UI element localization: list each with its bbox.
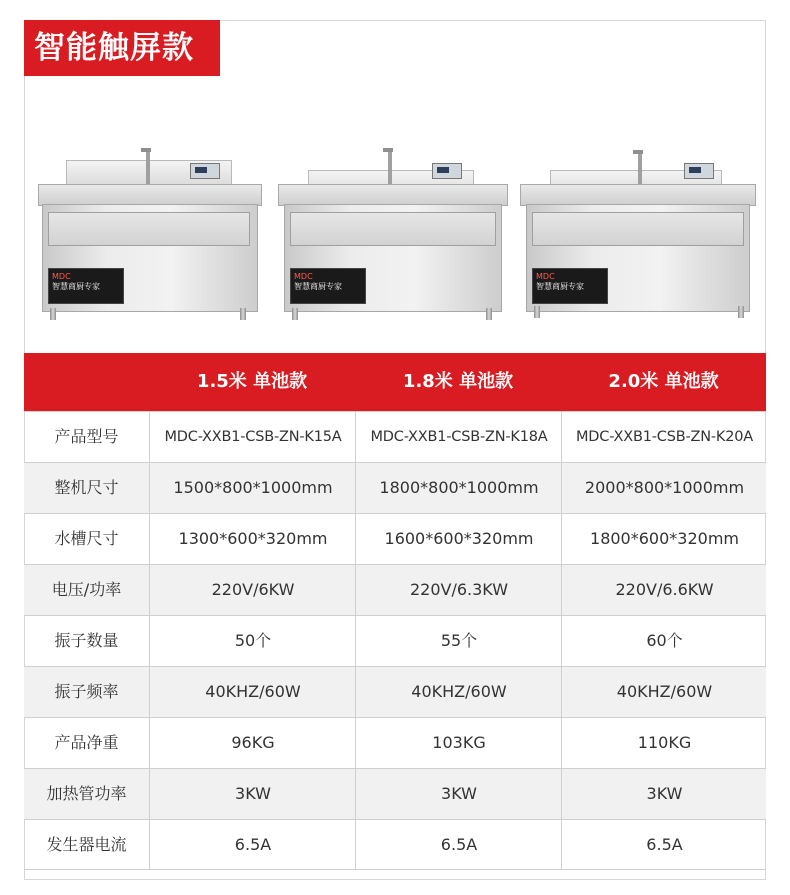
table-cell: MDC-XXB1-CSB-ZN-K15A (149, 412, 356, 462)
table-cell: 1500*800*1000mm (149, 463, 356, 513)
column-header-2: 1.8米 单池款 (402, 371, 514, 392)
table-cell: 3KW (355, 769, 562, 819)
table-cell: 220V/6.6KW (561, 565, 767, 615)
table-row (24, 768, 766, 819)
table-cell: 60个 (561, 616, 767, 666)
spec-table-header (24, 353, 766, 411)
page-title: 智能触屏款 (24, 20, 220, 76)
row-label: 电压/功率 (51, 580, 122, 599)
table-cell: 50个 (149, 616, 356, 666)
product-sticker: MDC 智慧商厨专家 (532, 268, 608, 304)
table-cell: 40KHZ/60W (355, 667, 562, 717)
table-row (24, 666, 766, 717)
row-label: 产品型号 (54, 427, 119, 446)
table-cell: 103KG (355, 718, 562, 768)
row-label: 振子频率 (54, 682, 119, 701)
table-cell: 3KW (149, 769, 356, 819)
table-cell: MDC-XXB1-CSB-ZN-K18A (355, 412, 562, 462)
row-label: 水槽尺寸 (54, 529, 119, 548)
table-row (24, 819, 766, 870)
table-cell: 96KG (149, 718, 356, 768)
column-header-3: 2.0米 单池款 (608, 371, 719, 392)
table-cell: 2000*800*1000mm (561, 463, 767, 513)
table-cell: 110KG (561, 718, 767, 768)
table-row (24, 615, 766, 666)
table-cell: 6.5A (149, 820, 356, 870)
column-header-1: 1.5米 单池款 (196, 371, 308, 392)
table-cell: 55个 (355, 616, 562, 666)
row-label: 产品净重 (54, 733, 119, 752)
table-cell: 40KHZ/60W (149, 667, 356, 717)
table-row (24, 717, 766, 768)
table-cell: 3KW (561, 769, 767, 819)
table-row (24, 564, 766, 615)
table-row (24, 411, 766, 462)
table-cell: 220V/6.3KW (355, 565, 562, 615)
table-cell: 6.5A (561, 820, 767, 870)
table-cell: 1300*600*320mm (149, 514, 356, 564)
table-row (24, 513, 766, 564)
table-cell: 220V/6KW (149, 565, 356, 615)
product-sticker: MDC 智慧商厨专家 (48, 268, 124, 304)
table-cell: MDC-XXB1-CSB-ZN-K20A (561, 412, 767, 462)
table-cell: 1600*600*320mm (355, 514, 562, 564)
row-label: 加热管功率 (46, 784, 127, 803)
row-label: 振子数量 (54, 631, 119, 650)
table-cell: 1800*800*1000mm (355, 463, 562, 513)
table-cell: 1800*600*320mm (561, 514, 767, 564)
table-cell: 6.5A (355, 820, 562, 870)
row-label: 发生器电流 (46, 835, 127, 854)
table-row (24, 462, 766, 513)
product-sticker: MDC 智慧商厨专家 (290, 268, 366, 304)
row-label: 整机尺寸 (54, 478, 119, 497)
table-cell: 40KHZ/60W (561, 667, 767, 717)
